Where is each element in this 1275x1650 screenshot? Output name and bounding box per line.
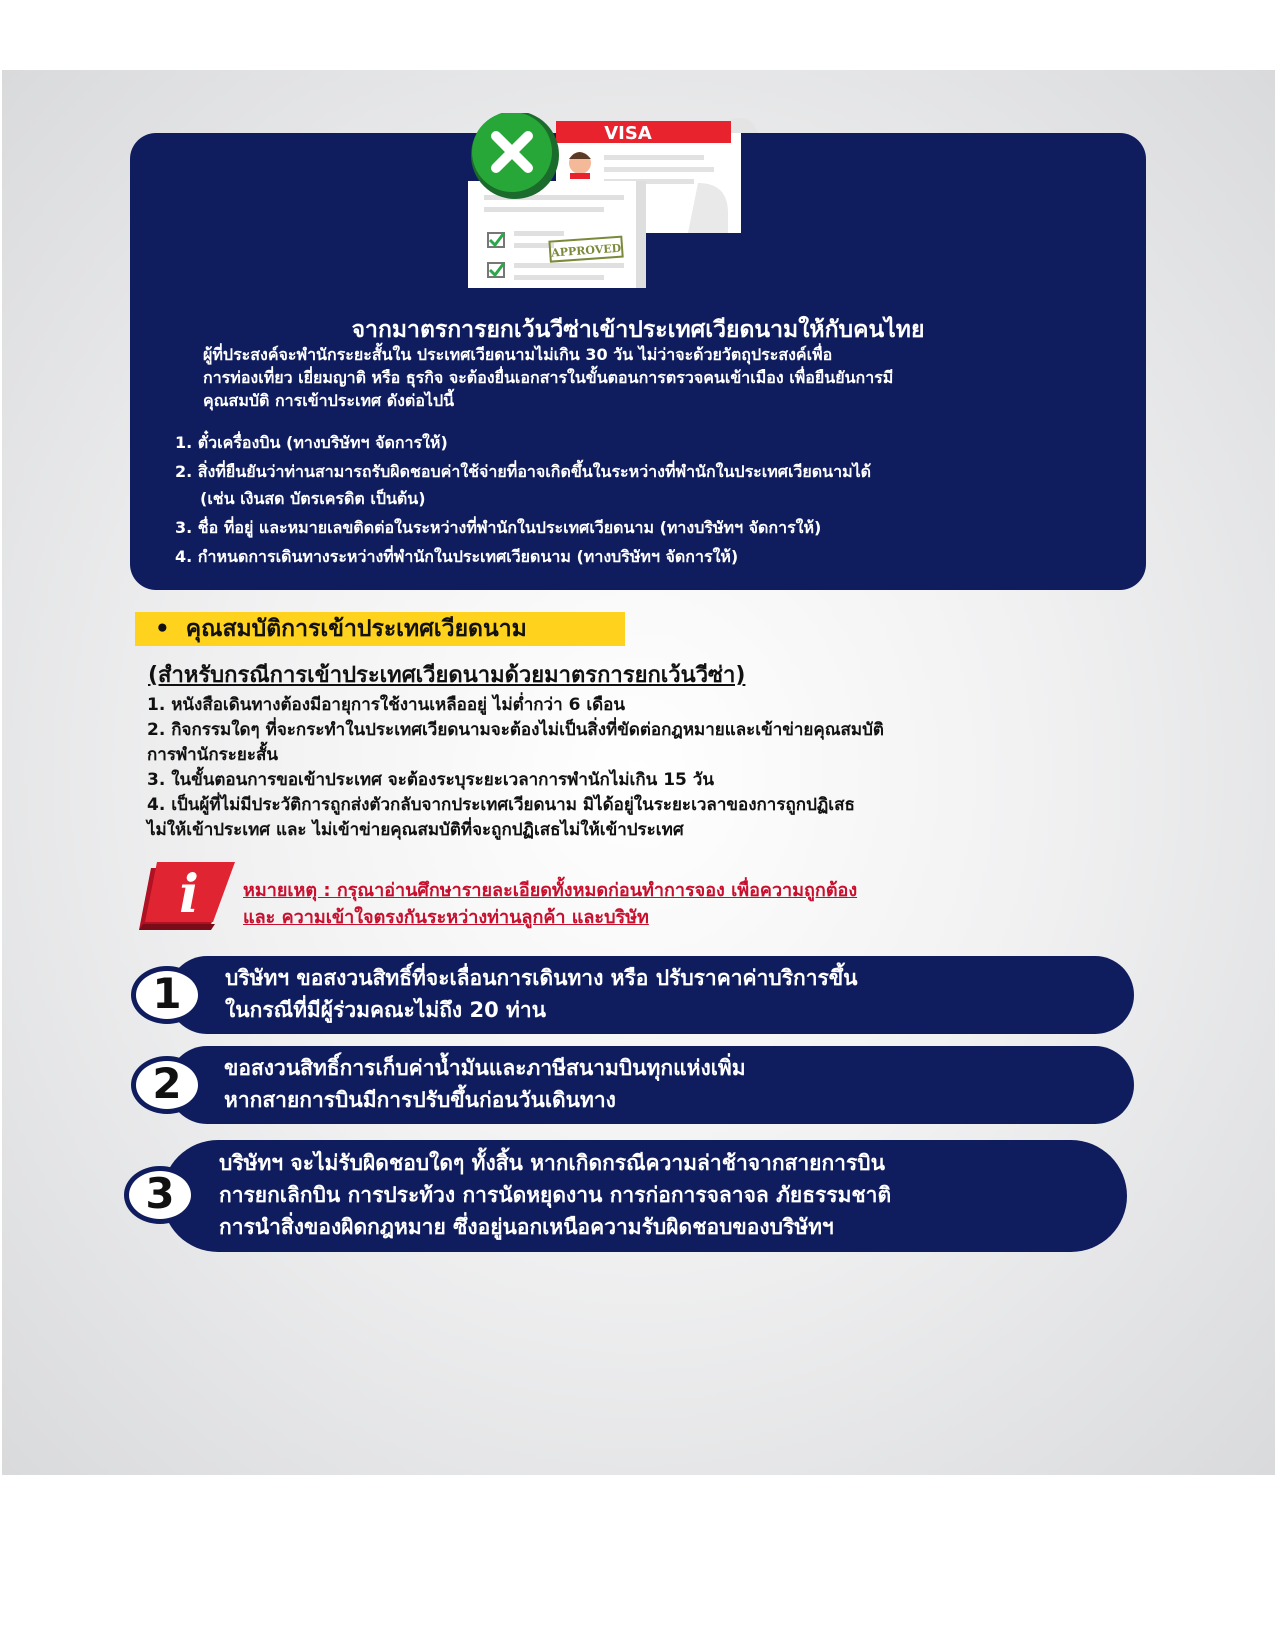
qualifications-list xyxy=(147,693,1107,843)
note-line: หมายเหตุ : กรุณาอ่านศึกษารายละเอียดทั้งหมดก่อนทำการจอง เพื่อความถูกต้อง xyxy=(243,880,858,901)
list-item: การพำนักระยะสั้น xyxy=(147,745,278,765)
list-item: 1. หนังสือเดินทางต้องมีอายุการใช้งานเหลืออยู่ ไม่ต่ำกว่า 6 เดือน xyxy=(147,695,626,715)
list-item: 3. ในขั้นตอนการขอเข้าประเทศ จะต้องระบุระยะเวลาการพำนักไม่เกิน 15 วัน xyxy=(147,770,714,790)
term-line: การยกเลิกบิน การประท้วง การนัดหยุดงาน การก่อการจลาจล ภัยธรรมชาติ xyxy=(219,1183,892,1207)
info-icon xyxy=(137,858,235,933)
svg-text:i: i xyxy=(179,864,199,925)
list-item: 3. ชื่อ ที่อยู่ และหมายเลขติดต่อในระหว่างที่พำนักในประเทศเวียดนาม (ทางบริษัทฯ จัดการให้) xyxy=(175,518,822,537)
term-pill-3 xyxy=(162,1140,1127,1252)
term-number-badge: 2 xyxy=(131,1056,203,1114)
term-number-badge: 1 xyxy=(131,966,203,1024)
bullet: • xyxy=(155,616,170,642)
svg-text:VISA: VISA xyxy=(604,123,652,144)
term-line: บริษัทฯ ขอสงวนสิทธิ์ที่จะเลื่อนการเดินทาง หรือ ปรับราคาค่าบริการขึ้น xyxy=(225,966,858,990)
cross-circle-icon xyxy=(471,113,559,199)
term-number-badge: 3 xyxy=(124,1166,196,1224)
intro-line: การท่องเที่ยว เยี่ยมญาติ หรือ ธุรกิจ จะต้องยื่นเอกสารในขั้นตอนการตรวจคนเข้าเมือง เพื่อยืนยันการมี xyxy=(203,368,894,387)
required-documents-list xyxy=(175,431,1105,574)
term-pill-2 xyxy=(168,1046,1134,1124)
qualifications-subheading: (สำหรับกรณีการเข้าประเทศเวียดนามด้วยมาตรการยกเว้นวีซ่า) xyxy=(148,663,746,688)
note-line: และ ความเข้าใจตรงกันระหว่างท่านลูกค้า และบริษัท xyxy=(243,907,649,928)
panel-intro xyxy=(203,343,1103,412)
list-item: 1. ตั๋วเครื่องบิน (ทางบริษัทฯ จัดการให้) xyxy=(175,433,448,452)
term-pill-1 xyxy=(168,956,1134,1034)
term-line: ขอสงวนสิทธิ์การเก็บค่าน้ำมันและภาษีสนามบินทุกแห่งเพิ่ม xyxy=(224,1056,746,1080)
qualifications-heading: • คุณสมบัติการเข้าประเทศเวียดนาม xyxy=(135,612,625,646)
svg-text:APPROVED: APPROVED xyxy=(550,241,622,260)
panel-title: จากมาตรการยกเว้นวีซ่าเข้าประเทศเวียดนามให้กับคนไทย xyxy=(351,317,925,343)
approved-form-icon xyxy=(468,181,646,288)
list-item-note: (เช่น เงินสด บัตรเครดิต เป็นต้น) xyxy=(200,489,426,508)
intro-line: คุณสมบัติ การเข้าประเทศ ดังต่อไปนี้ xyxy=(203,391,455,410)
intro-line: ผู้ที่ประสงค์จะพำนักระยะสั้นใน ประเทศเวียดนามไม่เกิน 30 วัน ไม่ว่าจะด้วยวัตถุประสงค์เพื่อ xyxy=(203,345,833,364)
list-item: 4. กำหนดการเดินทางระหว่างที่พำนักในประเทศเวียดนาม (ทางบริษัทฯ จัดการให้) xyxy=(175,547,739,566)
list-item: ไม่ให้เข้าประเทศ และ ไม่เข้าข่ายคุณสมบัติที่จะถูกปฏิเสธไม่ให้เข้าประเทศ xyxy=(147,820,684,840)
term-line: การนำสิ่งของผิดกฎหมาย ซึ่งอยู่นอกเหนือความรับผิดชอบของบริษัทฯ xyxy=(219,1215,834,1239)
term-line: บริษัทฯ จะไม่รับผิดชอบใดๆ ทั้งสิ้น หากเกิดกรณีความล่าช้าจากสายการบิน xyxy=(219,1151,885,1175)
list-item: 2. สิ่งที่ยืนยันว่าท่านสามารถรับผิดชอบค่าใช้จ่ายที่อาจเกิดขึ้นในระหว่างที่พำนักในประเทศเวียดนามได้ (เช่น เงินสด บัตรเครดิต เป็นต้น) xyxy=(175,460,1105,510)
list-item: 2. กิจกรรมใดๆ ที่จะกระทำในประเทศเวียดนามจะต้องไม่เป็นสิ่งที่ขัดต่อกฎหมายและเข้าข่ายคุณสมบัติ xyxy=(147,720,884,740)
note-text xyxy=(243,877,1113,931)
visa-documents-illustration xyxy=(468,113,773,288)
term-line: ในกรณีที่มีผู้ร่วมคณะไม่ถึง 20 ท่าน xyxy=(225,998,547,1022)
list-item: 4. เป็นผู้ที่ไม่มีประวัติการถูกส่งตัวกลับจากประเทศเวียดนาม มิได้อยู่ในระยะเวลาของการถูกปฏิเสธ xyxy=(147,795,855,815)
term-line: หากสายการบินมีการปรับขึ้นก่อนวันเดินทาง xyxy=(224,1088,616,1112)
